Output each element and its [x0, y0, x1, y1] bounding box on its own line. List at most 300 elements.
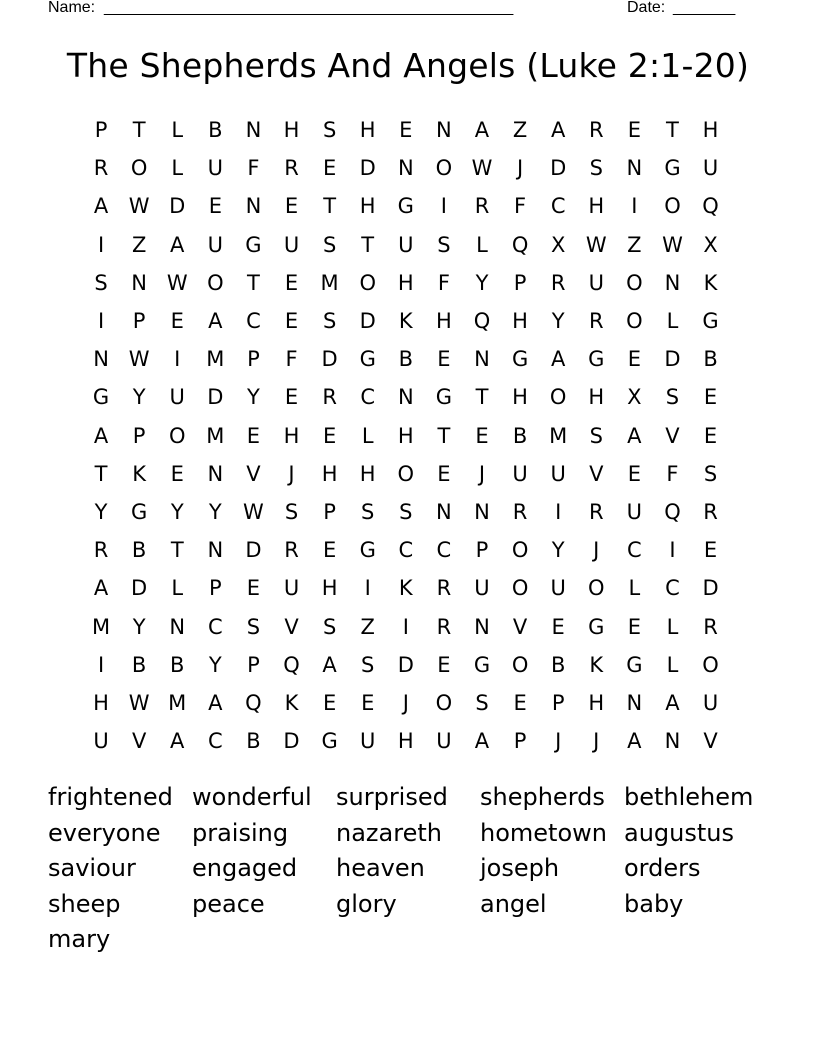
grid-letter: N	[93, 347, 109, 372]
grid-letter: N	[436, 499, 452, 524]
grid-letter: N	[207, 538, 224, 563]
grid-letter: E	[703, 423, 718, 448]
grid-letter: D	[321, 347, 338, 372]
grid-letter: E	[208, 194, 222, 219]
grid-letter: O	[549, 385, 567, 410]
grid-letter: H	[588, 194, 605, 219]
grid-letter: I	[402, 614, 409, 639]
grid-row	[82, 302, 730, 340]
word-bank-item: sheep	[48, 889, 121, 918]
grid-letter: A	[170, 729, 185, 754]
grid-letter: U	[360, 729, 376, 754]
grid-letter: V	[131, 729, 147, 754]
grid-letter: Y	[208, 652, 222, 677]
grid-letter: K	[132, 461, 147, 486]
grid-letter: E	[170, 309, 184, 334]
grid-letter: W	[471, 156, 493, 181]
grid-letter: O	[511, 652, 529, 677]
grid-letter: L	[361, 423, 374, 448]
grid-letter: O	[511, 538, 529, 563]
grid-letter: B	[246, 729, 261, 754]
grid-letter: G	[131, 499, 148, 524]
grid-letter: E	[284, 385, 299, 410]
grid-letter: X	[703, 232, 718, 257]
word-bank-item: glory	[336, 889, 397, 918]
grid-letter: E	[513, 690, 527, 715]
grid-letter: Q	[473, 309, 491, 334]
grid-letter: M	[206, 347, 225, 372]
grid-letter: I	[364, 576, 371, 601]
grid-letter: E	[551, 614, 565, 639]
grid-letter: H	[702, 118, 719, 143]
grid-letter: N	[474, 614, 490, 639]
grid-letter: A	[665, 690, 680, 715]
grid-letter: E	[437, 652, 451, 677]
grid-letter: I	[631, 194, 638, 219]
grid-letter: Q	[511, 232, 529, 257]
grid-letter: H	[588, 690, 605, 715]
grid-letter: J	[478, 461, 486, 486]
grid-letter: R	[474, 194, 490, 219]
grid-letter: G	[321, 729, 338, 754]
grid-letter: G	[245, 232, 262, 257]
grid-letter: F	[247, 156, 260, 181]
grid-letter: I	[97, 232, 105, 257]
grid-letter: I	[669, 538, 676, 563]
grid-letter: P	[475, 538, 489, 563]
grid-letter: E	[322, 156, 337, 181]
grid-letter: X	[550, 232, 566, 257]
word-bank-item: baby	[624, 889, 684, 918]
grid-letter: C	[360, 385, 376, 410]
word-bank-item: surprised	[336, 783, 448, 811]
grid-letter: G	[359, 347, 376, 372]
date-label: Date:	[627, 0, 666, 16]
grid-letter: D	[131, 576, 148, 601]
grid-letter: A	[322, 652, 337, 677]
grid-letter: P	[132, 309, 146, 334]
grid-letter: C	[665, 576, 680, 601]
grid-letter: Q	[702, 194, 719, 219]
grid-letter: O	[130, 156, 148, 181]
grid-letter: R	[512, 499, 528, 524]
grid-letter: T	[132, 118, 146, 143]
word-bank-item: angel	[480, 889, 547, 918]
grid-letter: P	[208, 576, 222, 601]
grid-letter: E	[170, 461, 184, 486]
word-bank-item: nazareth	[336, 818, 442, 847]
grid-letter: O	[168, 423, 186, 448]
word-bank-item: praising	[192, 818, 289, 847]
grid-letter: G	[435, 385, 453, 410]
grid-letter: E	[627, 347, 641, 372]
grid-letter: R	[93, 156, 109, 181]
grid-letter: N	[245, 118, 262, 143]
grid-letter: G	[92, 385, 110, 410]
grid-letter: M	[549, 423, 568, 448]
grid-letter: E	[437, 461, 451, 486]
grid-letter: E	[246, 576, 261, 601]
grid-letter: T	[170, 538, 184, 563]
grid-letter: R	[93, 538, 109, 563]
grid-letter: I	[97, 652, 105, 677]
grid-letter: J	[288, 461, 295, 486]
worksheet-header	[48, 0, 748, 18]
grid-letter: D	[359, 156, 376, 181]
grid-letter: Z	[512, 118, 528, 143]
grid-letter: R	[436, 576, 452, 601]
grid-letter: V	[589, 461, 604, 486]
grid-letter: A	[474, 729, 490, 754]
grid-letter: D	[245, 538, 262, 563]
grid-letter: N	[626, 690, 643, 715]
grid-row	[82, 149, 730, 187]
grid-row	[82, 417, 730, 455]
grid-letter: J	[555, 729, 562, 754]
grid-letter: B	[208, 118, 223, 143]
grid-letter: S	[322, 118, 337, 143]
grid-letter: S	[322, 614, 337, 639]
grid-letter: U	[398, 232, 414, 257]
word-bank-item: augustus	[624, 818, 734, 847]
grid-letter: F	[666, 461, 679, 486]
word-bank-item: hometown	[480, 818, 607, 847]
grid-letter: H	[588, 385, 605, 410]
letter-grid	[82, 111, 730, 760]
grid-letter: N	[436, 118, 452, 143]
grid-letter: L	[666, 614, 679, 639]
grid-letter: R	[703, 614, 718, 639]
grid-letter: A	[550, 347, 566, 372]
grid-letter: Y	[132, 614, 146, 639]
word-bank-item: mary	[48, 925, 111, 953]
grid-letter: S	[589, 156, 603, 181]
grid-letter: H	[93, 690, 109, 715]
word-bank	[48, 780, 768, 958]
grid-letter: H	[397, 423, 414, 448]
grid-letter: P	[247, 347, 260, 372]
grid-letter: H	[359, 194, 376, 219]
word-bank-item: shepherds	[480, 783, 605, 811]
grid-letter: S	[399, 499, 413, 524]
grid-letter: N	[474, 499, 490, 524]
grid-letter: D	[664, 347, 681, 372]
grid-letter: E	[627, 461, 641, 486]
grid-letter: P	[247, 652, 260, 677]
grid-letter: N	[397, 156, 414, 181]
grid-letter: R	[588, 118, 604, 143]
grid-letter: V	[246, 461, 261, 486]
grid-letter: P	[94, 118, 108, 143]
grid-letter: U	[702, 156, 719, 181]
grid-letter: H	[321, 461, 338, 486]
grid-letter: N	[664, 729, 681, 754]
word-bank-item: bethlehem	[624, 783, 754, 811]
grid-letter: N	[131, 270, 147, 295]
grid-letter: S	[246, 614, 261, 639]
grid-letter: R	[588, 309, 604, 334]
grid-letter: Y	[247, 385, 260, 410]
grid-letter: H	[283, 423, 300, 448]
grid-letter: G	[511, 347, 529, 372]
grid-letter: O	[588, 576, 605, 601]
grid-letter: A	[208, 309, 223, 334]
grid-row	[82, 646, 730, 684]
grid-letter: A	[627, 423, 642, 448]
grid-letter: U	[550, 576, 566, 601]
grid-row	[82, 264, 730, 302]
grid-row	[82, 378, 730, 416]
grid-letter: E	[322, 423, 337, 448]
grid-letter: S	[322, 232, 337, 257]
grid-letter: K	[398, 309, 413, 334]
grid-letter: K	[703, 270, 718, 295]
grid-letter: C	[246, 309, 261, 334]
grid-letter: W	[128, 690, 150, 715]
grid-letter: H	[397, 729, 414, 754]
grid-letter: S	[589, 423, 603, 448]
grid-letter: O	[397, 461, 415, 486]
grid-letter: H	[359, 118, 376, 143]
grid-letter: G	[702, 309, 719, 334]
grid-letter: N	[626, 156, 643, 181]
grid-letter: U	[283, 576, 300, 601]
grid-letter: N	[474, 347, 490, 372]
grid-letter: A	[474, 118, 490, 143]
grid-letter: E	[284, 270, 299, 295]
grid-letter: D	[359, 309, 376, 334]
grid-letter: I	[97, 309, 105, 334]
grid-letter: P	[551, 690, 565, 715]
grid-letter: C	[436, 538, 452, 563]
grid-letter: D	[169, 194, 186, 219]
grid-letter: A	[93, 576, 109, 601]
grid-letter: V	[703, 729, 718, 754]
grid-letter: N	[664, 270, 681, 295]
grid-letter: L	[171, 576, 184, 601]
grid-letter: I	[174, 347, 181, 372]
grid-letter: E	[437, 347, 451, 372]
grid-letter: Y	[170, 499, 184, 524]
grid-letter: R	[703, 499, 718, 524]
grid-letter: W	[128, 347, 150, 372]
grid-letter: U	[207, 156, 224, 181]
grid-letter: E	[627, 614, 641, 639]
grid-letter: U	[626, 499, 643, 524]
grid-letter: U	[93, 729, 109, 754]
grid-letter: H	[283, 118, 300, 143]
word-bank-item: frightened	[48, 783, 173, 811]
grid-letter: J	[402, 690, 409, 715]
grid-row	[82, 187, 730, 225]
grid-letter: E	[361, 690, 375, 715]
grid-letter: Q	[245, 690, 262, 715]
grid-letter: U	[169, 385, 185, 410]
name-blank-line: ______________________________________________	[104, 0, 514, 16]
grid-letter: M	[206, 423, 225, 448]
grid-letter: E	[284, 309, 299, 334]
grid-letter: E	[627, 118, 641, 143]
grid-letter: D	[283, 729, 300, 754]
grid-letter: L	[171, 118, 184, 143]
grid-letter: D	[397, 652, 414, 677]
grid-letter: U	[512, 461, 528, 486]
word-bank-item: everyone	[48, 818, 161, 847]
grid-letter: Y	[551, 309, 565, 334]
grid-letter: G	[626, 652, 643, 677]
grid-letter: B	[550, 652, 566, 677]
grid-row	[82, 340, 730, 378]
grid-letter: U	[436, 729, 452, 754]
grid-letter: P	[323, 499, 336, 524]
grid-letter: C	[207, 614, 223, 639]
grid-letter: S	[437, 232, 451, 257]
grid-letter: Y	[132, 385, 146, 410]
grid-letter: S	[665, 385, 680, 410]
grid-letter: W	[128, 194, 150, 219]
grid-letter: S	[284, 499, 299, 524]
grid-letter: C	[550, 194, 566, 219]
grid-letter: V	[512, 614, 528, 639]
grid-letter: D	[702, 576, 719, 601]
grid-letter: G	[588, 614, 605, 639]
grid-letter: H	[359, 461, 376, 486]
date-blank-line: _______	[673, 0, 736, 16]
grid-letter: L	[666, 652, 679, 677]
grid-letter: S	[361, 652, 375, 677]
grid-letter: F	[514, 194, 527, 219]
grid-letter: K	[284, 690, 299, 715]
grid-letter: C	[627, 538, 642, 563]
grid-letter: V	[284, 614, 299, 639]
grid-letter: P	[132, 423, 146, 448]
grid-letter: S	[322, 309, 337, 334]
grid-letter: U	[702, 690, 719, 715]
grid-row	[82, 569, 730, 607]
grid-letter: K	[398, 576, 413, 601]
grid-row	[82, 722, 730, 760]
page-title: The Shepherds And Angels (Luke 2:1-20)	[66, 46, 750, 85]
grid-letter: A	[93, 423, 109, 448]
grid-letter: U	[207, 232, 224, 257]
grid-letter: U	[283, 232, 300, 257]
grid-letter: S	[361, 499, 375, 524]
grid-letter: T	[94, 461, 108, 486]
grid-letter: L	[476, 232, 488, 257]
grid-row	[82, 455, 730, 493]
grid-letter: O	[435, 690, 453, 715]
grid-letter: R	[284, 156, 299, 181]
grid-letter: T	[323, 194, 337, 219]
grid-letter: N	[245, 194, 262, 219]
grid-letter: H	[321, 576, 338, 601]
grid-letter: T	[437, 423, 451, 448]
grid-letter: Y	[94, 499, 108, 524]
word-bank-item: joseph	[480, 854, 560, 882]
grid-letter: M	[91, 614, 111, 639]
grid-letter: M	[320, 270, 339, 295]
grid-letter: D	[207, 385, 224, 410]
grid-row	[82, 531, 730, 569]
grid-row	[82, 111, 730, 149]
grid-letter: T	[475, 385, 489, 410]
word-bank-item: orders	[624, 854, 701, 882]
grid-letter: G	[473, 652, 491, 677]
grid-letter: Z	[627, 232, 642, 257]
grid-letter: R	[322, 385, 337, 410]
grid-letter: R	[284, 538, 299, 563]
grid-letter: B	[703, 347, 718, 372]
grid-letter: G	[397, 194, 414, 219]
grid-letter: O	[626, 309, 643, 334]
grid-letter: A	[170, 232, 185, 257]
grid-letter: H	[435, 309, 452, 334]
grid-letter: G	[588, 347, 605, 372]
word-bank-item: peace	[192, 889, 265, 918]
grid-letter: V	[665, 423, 680, 448]
grid-letter: W	[166, 270, 188, 295]
grid-letter: S	[94, 270, 108, 295]
grid-letter: N	[169, 614, 186, 639]
grid-letter: W	[662, 232, 683, 257]
grid-letter: Q	[664, 499, 681, 524]
grid-letter: R	[550, 270, 566, 295]
grid-letter: E	[703, 538, 718, 563]
grid-letter: S	[703, 461, 718, 486]
grid-letter: O	[702, 652, 719, 677]
grid-letter: L	[171, 156, 184, 181]
word-bank-item: heaven	[336, 854, 425, 882]
word-bank-item: saviour	[48, 854, 136, 882]
grid-letter: C	[398, 538, 414, 563]
grid-letter: B	[131, 652, 147, 677]
grid-letter: E	[475, 423, 489, 448]
grid-letter: K	[589, 652, 604, 677]
grid-letter: B	[170, 652, 185, 677]
grid-letter: I	[440, 194, 447, 219]
grid-letter: G	[664, 156, 681, 181]
grid-letter: H	[512, 385, 528, 410]
grid-letter: W	[243, 499, 264, 524]
grid-letter: X	[627, 385, 642, 410]
grid-letter: H	[397, 270, 414, 295]
grid-letter: U	[588, 270, 604, 295]
grid-letter: P	[513, 270, 527, 295]
grid-letter: Z	[360, 614, 375, 639]
grid-letter: R	[588, 499, 604, 524]
grid-letter: P	[513, 729, 527, 754]
grid-letter: H	[512, 309, 528, 334]
grid-letter: L	[666, 309, 679, 334]
grid-letter: T	[666, 118, 679, 143]
grid-letter: N	[397, 385, 414, 410]
grid-row	[82, 493, 730, 531]
grid-letter: O	[435, 156, 453, 181]
grid-letter: J	[593, 729, 600, 754]
grid-letter: O	[207, 270, 224, 295]
grid-letter: F	[285, 347, 298, 372]
grid-row	[82, 607, 730, 645]
grid-letter: Y	[551, 538, 565, 563]
grid-letter: B	[512, 423, 528, 448]
grid-letter: D	[550, 156, 567, 181]
grid-letter: L	[628, 576, 641, 601]
grid-letter: B	[398, 347, 413, 372]
grid-letter: U	[474, 576, 490, 601]
grid-letter: G	[359, 538, 376, 563]
grid-row	[82, 226, 730, 264]
grid-letter: Y	[208, 499, 222, 524]
